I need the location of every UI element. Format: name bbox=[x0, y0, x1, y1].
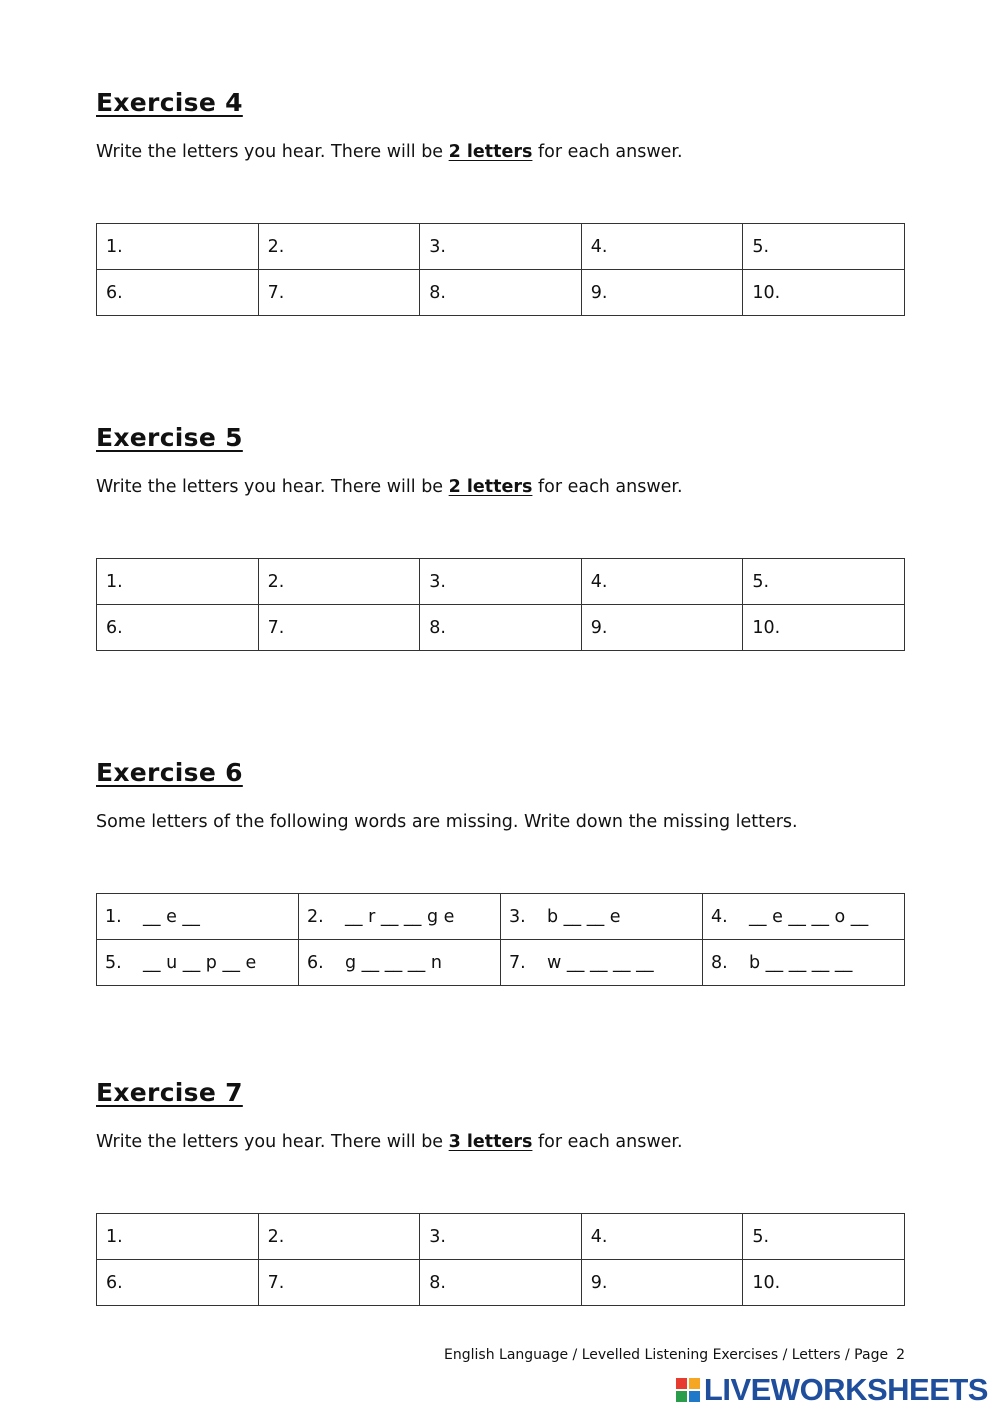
answer-cell[interactable]: 8. bbox=[420, 270, 582, 316]
instruction-text: Write the letters you hear. There will be bbox=[96, 1132, 449, 1152]
exercise-4 bbox=[96, 88, 905, 303]
table-row bbox=[97, 1260, 905, 1306]
word-pattern: __ e __ __ o __ bbox=[749, 906, 869, 927]
answer-cell[interactable]: 2. bbox=[258, 1214, 420, 1260]
liveworksheets-logo[interactable] bbox=[676, 1373, 988, 1407]
word-cell[interactable] bbox=[97, 894, 299, 940]
instruction-text: Write the letters you hear. There will be bbox=[96, 142, 449, 162]
logo-text: LIVEWORKSHEETS bbox=[703, 1372, 988, 1407]
exercise-title: Exercise 5 bbox=[96, 423, 243, 452]
item-number: 2. bbox=[307, 906, 324, 927]
answer-cell[interactable]: 10. bbox=[743, 1260, 905, 1306]
exercise-instruction bbox=[96, 475, 683, 499]
table-row bbox=[97, 894, 905, 940]
item-number: 1. bbox=[105, 906, 122, 927]
table-row bbox=[97, 605, 905, 651]
answer-cell[interactable]: 3. bbox=[420, 224, 582, 270]
answer-cell[interactable]: 1. bbox=[97, 559, 259, 605]
word-cell[interactable] bbox=[299, 894, 501, 940]
missing-letters-grid bbox=[96, 893, 905, 986]
answer-cell[interactable]: 5. bbox=[743, 224, 905, 270]
answer-cell[interactable]: 1. bbox=[97, 1214, 259, 1260]
word-cell[interactable] bbox=[703, 940, 905, 986]
instruction-emphasis: 2 letters bbox=[448, 142, 533, 162]
table-row bbox=[97, 224, 905, 270]
answer-cell[interactable]: 9. bbox=[581, 1260, 743, 1306]
word-cell[interactable] bbox=[703, 894, 905, 940]
instruction-text: for each answer. bbox=[532, 142, 683, 162]
item-number: 3. bbox=[509, 906, 526, 927]
answer-cell[interactable]: 5. bbox=[743, 559, 905, 605]
answer-cell[interactable]: 4. bbox=[581, 224, 743, 270]
answer-cell[interactable]: 10. bbox=[743, 270, 905, 316]
answer-cell[interactable]: 9. bbox=[581, 605, 743, 651]
instruction-text: Write the letters you hear. There will be bbox=[96, 477, 449, 497]
table-row bbox=[97, 559, 905, 605]
answer-cell[interactable]: 2. bbox=[258, 559, 420, 605]
word-pattern: __ r __ __ g e bbox=[345, 906, 455, 927]
exercise-title: Exercise 4 bbox=[96, 88, 243, 117]
answer-cell[interactable]: 6. bbox=[97, 1260, 259, 1306]
answer-cell[interactable]: 1. bbox=[97, 224, 259, 270]
answer-cell[interactable]: 7. bbox=[258, 270, 420, 316]
exercise-instruction bbox=[96, 140, 683, 164]
table-row bbox=[97, 940, 905, 986]
exercise-instruction: Some letters of the following words are missing. Write down the missing letters. bbox=[96, 812, 798, 832]
answer-cell[interactable]: 8. bbox=[420, 605, 582, 651]
answer-cell[interactable]: 6. bbox=[97, 270, 259, 316]
word-pattern: b __ __ __ __ bbox=[749, 952, 853, 973]
item-number: 7. bbox=[509, 952, 526, 973]
answer-cell[interactable]: 4. bbox=[581, 559, 743, 605]
answer-grid bbox=[96, 223, 905, 316]
answer-cell[interactable]: 3. bbox=[420, 559, 582, 605]
exercise-title: Exercise 7 bbox=[96, 1078, 243, 1107]
answer-cell[interactable]: 7. bbox=[258, 605, 420, 651]
table-row bbox=[97, 270, 905, 316]
page-number: 2 bbox=[896, 1347, 905, 1363]
word-pattern: g __ __ __ n bbox=[345, 952, 442, 973]
answer-cell[interactable]: 2. bbox=[258, 224, 420, 270]
item-number: 4. bbox=[711, 906, 728, 927]
exercise-6 bbox=[96, 758, 905, 973]
word-cell[interactable] bbox=[97, 940, 299, 986]
item-number: 8. bbox=[711, 952, 728, 973]
instruction-text: for each answer. bbox=[532, 477, 683, 497]
word-pattern: __ u __ p __ e bbox=[143, 952, 257, 973]
word-pattern: b __ __ e bbox=[547, 906, 621, 927]
exercise-title: Exercise 6 bbox=[96, 758, 243, 787]
exercise-5 bbox=[96, 423, 905, 638]
instruction-emphasis: 2 letters bbox=[448, 477, 533, 497]
answer-cell[interactable]: 8. bbox=[420, 1260, 582, 1306]
footer-text: English Language / Levelled Listening Exercises / Letters / Page bbox=[444, 1347, 889, 1363]
answer-grid bbox=[96, 1213, 905, 1306]
word-cell[interactable] bbox=[299, 940, 501, 986]
exercise-7 bbox=[96, 1078, 905, 1293]
table-row bbox=[97, 1214, 905, 1260]
logo-grid-icon bbox=[676, 1378, 700, 1402]
word-cell[interactable] bbox=[501, 940, 703, 986]
answer-cell[interactable]: 6. bbox=[97, 605, 259, 651]
instruction-text: for each answer. bbox=[532, 1132, 683, 1152]
answer-cell[interactable]: 9. bbox=[581, 270, 743, 316]
answer-cell[interactable]: 5. bbox=[743, 1214, 905, 1260]
answer-cell[interactable]: 4. bbox=[581, 1214, 743, 1260]
word-cell[interactable] bbox=[501, 894, 703, 940]
answer-grid bbox=[96, 558, 905, 651]
answer-cell[interactable]: 3. bbox=[420, 1214, 582, 1260]
instruction-emphasis: 3 letters bbox=[448, 1132, 533, 1152]
item-number: 6. bbox=[307, 952, 324, 973]
answer-cell[interactable]: 7. bbox=[258, 1260, 420, 1306]
exercise-instruction bbox=[96, 1130, 683, 1154]
answer-cell[interactable]: 10. bbox=[743, 605, 905, 651]
word-pattern: w __ __ __ __ bbox=[547, 952, 654, 973]
page-footer bbox=[444, 1347, 905, 1363]
item-number: 5. bbox=[105, 952, 122, 973]
word-pattern: __ e __ bbox=[143, 906, 200, 927]
